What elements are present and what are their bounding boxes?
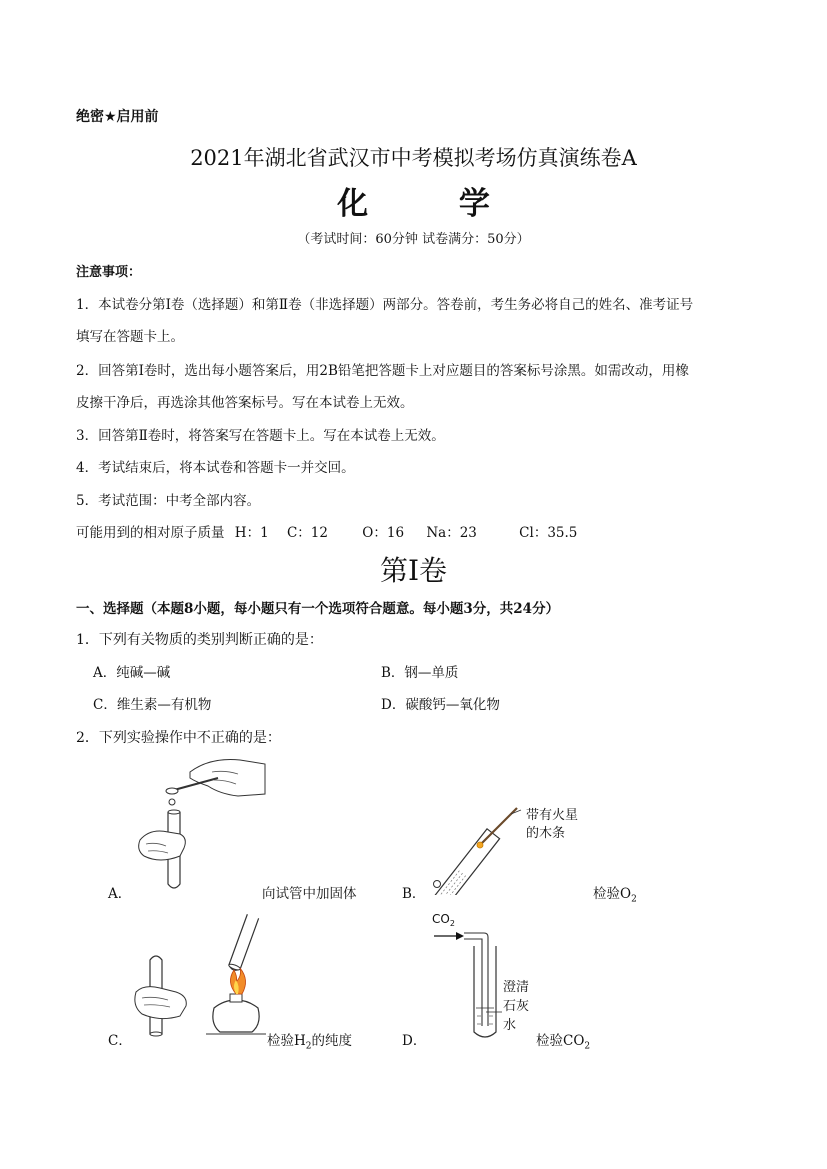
figure-d-gas-text: CO <box>432 912 450 926</box>
figure-d-label-line3: 水 <box>503 1018 517 1033</box>
q2-option-d-letter: D． <box>402 1033 427 1049</box>
question-2-stem: 2．下列实验操作中不正确的是： <box>76 730 281 746</box>
notes-heading: 注意事项： <box>76 265 142 280</box>
mass-na: Na：23 <box>426 525 477 541</box>
note-line: 2．回答第Ⅰ卷时，选出每小题答案后，用2B铅笔把答题卡上对应题目的答案标号涂黑。如需改动，用橡 <box>76 363 689 379</box>
q2-option-c-caption-tail: 的纯度 <box>311 1033 353 1049</box>
q2-option-b-caption-sub: 2 <box>631 894 637 905</box>
subject-title: 化 学 <box>337 186 530 222</box>
q2-option-c-caption-sub: 2 <box>305 1041 312 1052</box>
figure-b-test-oxygen <box>425 800 590 895</box>
q2-option-d-caption-sub: 2 <box>584 1041 591 1052</box>
q2-option-b-letter: B． <box>402 886 426 902</box>
figure-d-label-line2: 石灰 <box>503 999 530 1014</box>
q2-option-d-caption <box>536 1029 590 1052</box>
q1-option-b: B．钢—单质 <box>381 665 459 681</box>
mass-cl: Cl：35.5 <box>519 525 578 541</box>
mass-c: C：12 <box>286 525 328 541</box>
figure-a-adding-solid <box>130 752 270 897</box>
figure-d-label-line1: 澄清 <box>503 980 530 995</box>
figure-d-test-co2 <box>428 908 548 1043</box>
q1-option-c: C．维生素—有机物 <box>93 697 212 713</box>
q2-option-a-caption: 向试管中加固体 <box>262 886 357 902</box>
figure-c-test-hydrogen <box>130 912 270 1042</box>
q2-option-b-caption <box>593 882 637 905</box>
mass-o: O：16 <box>362 525 405 541</box>
q1-option-d: D．碳酸钙—氧化物 <box>381 697 500 713</box>
note-line: 4．考试结束后，将本试卷和答题卡一并交回。 <box>76 460 355 476</box>
exam-title: 2021年湖北省武汉市中考模拟考场仿真演练卷A <box>190 146 637 170</box>
q2-option-a-letter: A． <box>108 886 132 902</box>
atomic-masses <box>76 521 577 541</box>
note-line: 3．回答第Ⅱ卷时，将答案写在答题卡上。写在本试卷上无效。 <box>76 428 445 444</box>
figure-b-label-line2: 的木条 <box>526 826 566 841</box>
secret-label: 绝密★启用前 <box>76 109 159 125</box>
figure-d-gas-label <box>432 912 455 928</box>
note-line: 1．本试卷分第Ⅰ卷（选择题）和第Ⅱ卷（非选择题）两部分。答卷前，考生务必将自己的姓名、准考证号 <box>76 297 694 313</box>
note-line: 填写在答题卡上。 <box>76 329 184 345</box>
figure-b-label-line1: 带有火星 <box>526 808 579 823</box>
q2-option-c-caption-text: 检验H <box>267 1033 306 1049</box>
question-1-stem: 1．下列有关物质的类别判断正确的是： <box>76 632 323 648</box>
q1-option-a: A．纯碱—碱 <box>93 665 171 681</box>
note-line: 皮擦干净后，再选涂其他答案标号。写在本试卷上无效。 <box>76 395 414 411</box>
q2-option-d-caption-text: 检验CO <box>536 1033 585 1049</box>
mass-h: H：1 <box>234 525 269 541</box>
q2-option-b-caption-text: 检验O <box>593 886 632 902</box>
exam-info: （考试时间：60分钟 试卷满分：50分） <box>297 232 530 247</box>
q2-option-c-letter: C． <box>108 1033 132 1049</box>
section-heading: 一、选择题（本题8小题，每小题只有一个选项符合题意。每小题3分，共24分） <box>76 601 560 617</box>
q2-option-c-caption <box>267 1029 352 1052</box>
volume-title: 第Ⅰ卷 <box>379 554 448 587</box>
note-line: 5．考试范围：中考全部内容。 <box>76 493 261 509</box>
atomic-masses-label: 可能用到的相对原子质量 <box>76 525 225 541</box>
figure-d-gas-sub: 2 <box>449 919 455 928</box>
